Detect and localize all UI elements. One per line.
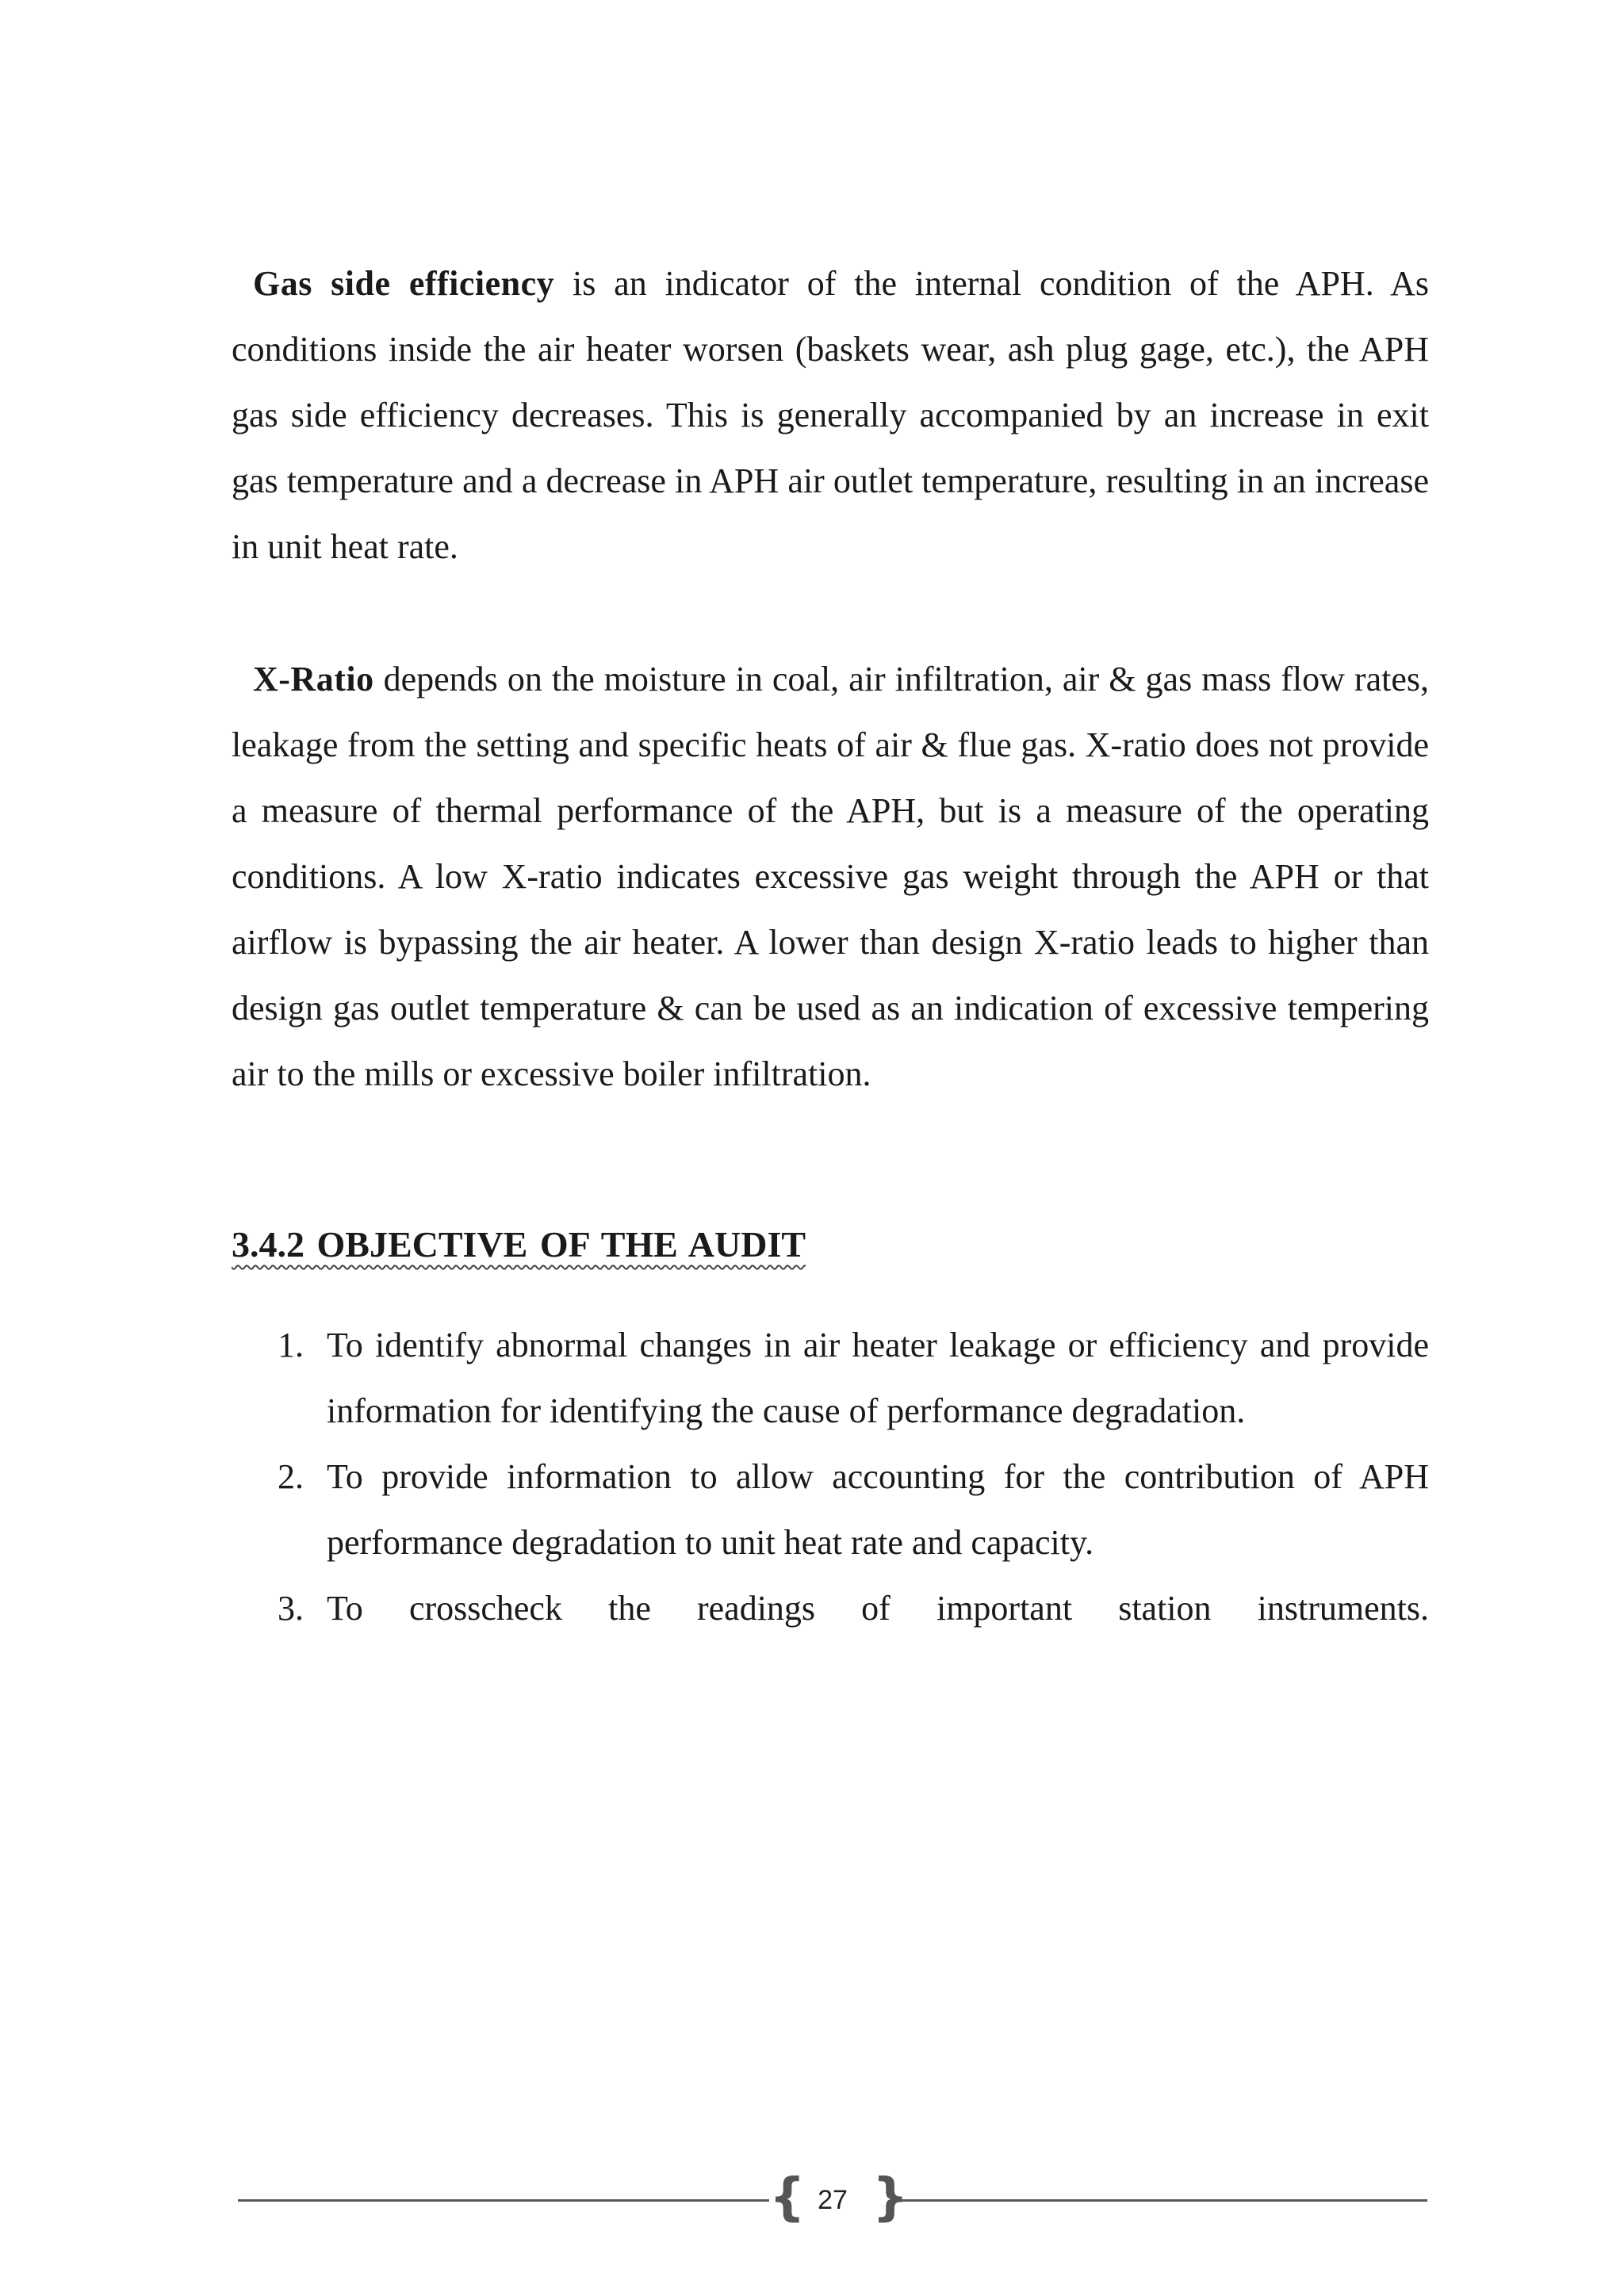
- list-item: [278, 1312, 1429, 1444]
- list-item-number: 3.: [278, 1589, 304, 1628]
- page-footer: [238, 2169, 1427, 2233]
- list-item: [278, 1444, 1429, 1575]
- objectives-list: [278, 1312, 1429, 1641]
- list-item-number: 2.: [278, 1457, 304, 1496]
- list-item-text: To identify abnormal changes in air heater leakage or efficiency and provide information for identifying the cause of performance degradation.: [327, 1326, 1429, 1430]
- left-brace-icon: {: [769, 2168, 806, 2227]
- section-heading: 3.4.2 OBJECTIVE OF THE AUDIT: [232, 1224, 806, 1265]
- x-ratio-term: X-Ratio: [253, 660, 374, 698]
- footer-rule-right: [896, 2199, 1427, 2202]
- x-ratio-text: depends on the moisture in coal, air infiltration, air & gas mass flow rates, leakage from the setting and specific heats of air & flue gas. X-ratio does not provide a measure of thermal performance of the APH, but is a measure of the operating conditions. A low X-ratio indicates excessive gas weight through the APH or that airflow is bypassing the air heater. A lower than design X-ratio leads to higher than design gas outlet temperature & can be used as an indication of excessive tempering air to the mills or excessive boiler infiltration.: [232, 660, 1429, 1093]
- gas-side-efficiency-paragraph: [232, 251, 1429, 580]
- footer-rule-left: [238, 2199, 769, 2202]
- gas-side-efficiency-text: is an indicator of the internal condition of the APH. As conditions inside the air heater worsen (baskets wear, ash plug gage, etc.), the APH gas side efficiency decreases. This is generally accompanied by an increase in exit gas temperature and a decrease in APH air outlet temperature, resulting in an increase in unit heat rate.: [232, 264, 1429, 566]
- list-item-number: 1.: [278, 1326, 304, 1364]
- list-item: [278, 1575, 1429, 1641]
- x-ratio-paragraph: [232, 646, 1429, 1107]
- right-brace-icon: }: [872, 2168, 909, 2227]
- page-number: 27: [818, 2185, 848, 2215]
- gas-side-efficiency-term: Gas side efficiency: [253, 264, 555, 303]
- list-item-text: To provide information to allow accounting for the contribution of APH performance degradation to unit heat rate and capacity.: [327, 1457, 1429, 1562]
- list-item-text: To crosscheck the readings of important station instruments.: [327, 1589, 1429, 1628]
